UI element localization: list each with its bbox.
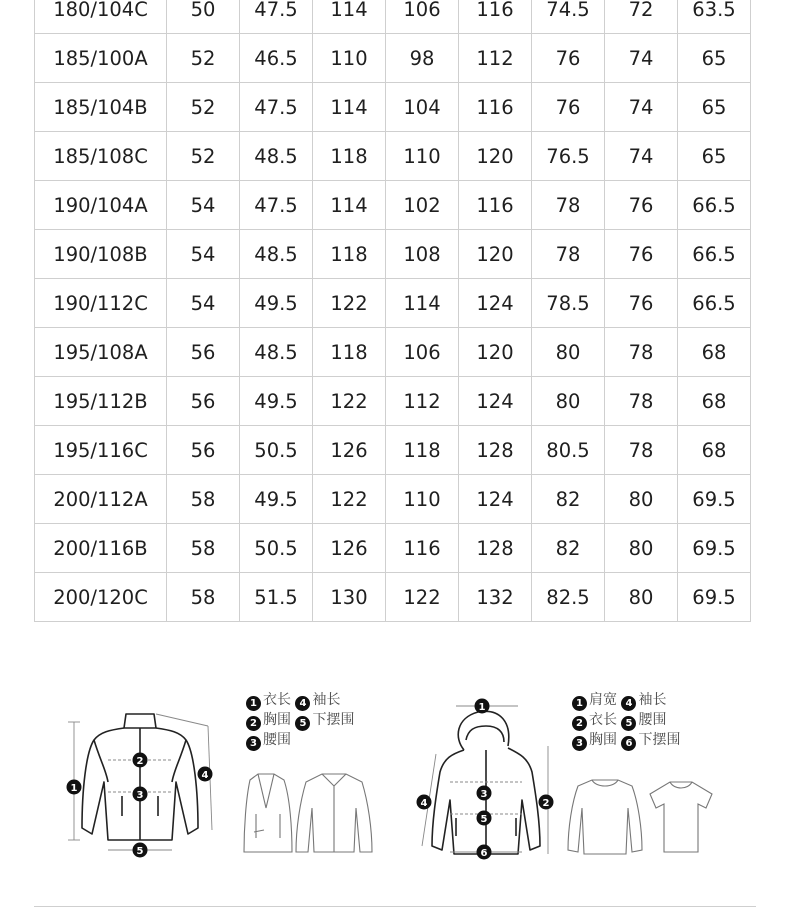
size-label-cell: 180/104C (35, 0, 167, 34)
measurement-cell: 78.5 (532, 279, 605, 328)
measurement-cell: 118 (313, 328, 386, 377)
jacket-marker-5: 5 (136, 846, 144, 857)
shirt-icon (296, 774, 372, 852)
measurement-cell: 74 (605, 132, 678, 181)
measurement-cell: 80 (605, 475, 678, 524)
measurement-cell: 122 (313, 475, 386, 524)
measurement-cell: 66.5 (678, 181, 751, 230)
measurement-cell: 76.5 (532, 132, 605, 181)
measurement-cell: 82 (532, 524, 605, 573)
size-label-cell: 200/112A (35, 475, 167, 524)
measurement-cell: 76 (605, 181, 678, 230)
measurement-cell: 116 (459, 83, 532, 132)
jacket-marker-1: 1 (70, 783, 78, 794)
measurement-cell: 106 (386, 328, 459, 377)
size-table (34, 0, 751, 622)
sweater-tshirt-icons (562, 772, 722, 858)
size-label-cell: 195/112B (35, 377, 167, 426)
measurement-cell: 74 (605, 34, 678, 83)
table-row (35, 475, 751, 524)
measurement-cell: 114 (313, 83, 386, 132)
jacket-marker-4: 4 (201, 770, 209, 781)
guide-num-icon: 1 (572, 696, 587, 711)
measurement-cell: 72 (605, 0, 678, 34)
size-label-cell: 185/108C (35, 132, 167, 181)
guide-label: 胸围 (263, 712, 291, 728)
hoodie-guide (572, 690, 680, 750)
measurement-cell: 114 (313, 0, 386, 34)
measurement-cell: 54 (167, 230, 240, 279)
measurement-cell: 110 (386, 475, 459, 524)
hoodie-marker-2: 2 (542, 798, 550, 809)
jacket-diagram (60, 700, 230, 870)
measurement-cell: 54 (167, 279, 240, 328)
sweater-icon (568, 780, 642, 854)
hoodie-marker-1: 1 (478, 702, 486, 713)
measurement-cell: 56 (167, 426, 240, 475)
bottom-divider (34, 906, 756, 907)
measurement-cell: 116 (459, 181, 532, 230)
size-label-cell: 190/112C (35, 279, 167, 328)
tshirt-icon (650, 782, 712, 852)
measurement-cell: 76 (532, 83, 605, 132)
table-row (35, 377, 751, 426)
measurement-cell: 132 (459, 573, 532, 622)
measurement-cell: 80 (532, 377, 605, 426)
size-label-cell: 200/116B (35, 524, 167, 573)
measurement-cell: 46.5 (240, 34, 313, 83)
measurement-cell: 80 (532, 328, 605, 377)
measurement-cell: 76 (605, 279, 678, 328)
measurement-cell: 52 (167, 34, 240, 83)
size-label-cell: 190/104A (35, 181, 167, 230)
measurement-cell: 118 (386, 426, 459, 475)
guide-num-icon: 2 (246, 716, 261, 731)
measurement-cell: 120 (459, 132, 532, 181)
measurement-cell: 126 (313, 426, 386, 475)
measurement-cell: 82.5 (532, 573, 605, 622)
measurement-cell: 126 (313, 524, 386, 573)
measurement-cell: 78 (605, 426, 678, 475)
guide-label: 下摆围 (312, 712, 355, 728)
measurement-cell: 68 (678, 328, 751, 377)
measurement-cell: 66.5 (678, 230, 751, 279)
table-row (35, 524, 751, 573)
jacket-marker-2: 2 (136, 756, 144, 767)
measurement-cell: 78 (532, 181, 605, 230)
measurement-cell: 49.5 (240, 279, 313, 328)
size-label-cell: 185/104B (35, 83, 167, 132)
measurement-cell: 110 (313, 34, 386, 83)
size-label-cell: 195/108A (35, 328, 167, 377)
guide-label: 肩宽 (589, 692, 617, 708)
hoodie-marker-3: 3 (480, 789, 488, 800)
blazer-icon (244, 774, 292, 852)
measurement-cell: 82 (532, 475, 605, 524)
guide-num-icon: 4 (621, 696, 636, 711)
hoodie-marker-6: 6 (480, 848, 488, 859)
measurement-cell: 52 (167, 132, 240, 181)
measurement-cell: 47.5 (240, 83, 313, 132)
measurement-cell: 98 (386, 34, 459, 83)
measurement-cell: 69.5 (678, 475, 751, 524)
measurement-cell: 114 (386, 279, 459, 328)
measurement-cell: 116 (386, 524, 459, 573)
measurement-cell: 106 (386, 0, 459, 34)
measurement-cell: 124 (459, 377, 532, 426)
measurement-cell: 122 (313, 377, 386, 426)
measurement-cell: 128 (459, 524, 532, 573)
measurement-cell: 65 (678, 83, 751, 132)
measurement-cell: 122 (313, 279, 386, 328)
size-label-cell: 195/116C (35, 426, 167, 475)
guide-num-icon: 4 (295, 696, 310, 711)
table-row (35, 426, 751, 475)
measurement-cell: 80.5 (532, 426, 605, 475)
measurement-cell: 78 (605, 328, 678, 377)
measurement-cell: 65 (678, 132, 751, 181)
measurement-cell: 120 (459, 328, 532, 377)
hoodie-marker-5: 5 (480, 814, 488, 825)
measurement-cell: 110 (386, 132, 459, 181)
guide-num-icon: 6 (621, 736, 636, 751)
measurement-cell: 112 (386, 377, 459, 426)
measurement-cell: 49.5 (240, 377, 313, 426)
measurement-cell: 112 (459, 34, 532, 83)
table-row (35, 230, 751, 279)
guide-label: 衣长 (589, 712, 617, 728)
table-row (35, 181, 751, 230)
measurement-cell: 78 (605, 377, 678, 426)
measurement-cell: 68 (678, 426, 751, 475)
size-label-cell: 190/108B (35, 230, 167, 279)
measurement-cell: 80 (605, 524, 678, 573)
guide-num-icon: 1 (246, 696, 261, 711)
guide-label: 腰围 (638, 712, 667, 728)
measurement-cell: 56 (167, 328, 240, 377)
table-row (35, 83, 751, 132)
measurement-cell: 48.5 (240, 328, 313, 377)
measurement-cell: 118 (313, 132, 386, 181)
measurement-cell: 49.5 (240, 475, 313, 524)
measurement-cell: 114 (313, 181, 386, 230)
measurement-cell: 122 (386, 573, 459, 622)
measurement-cell: 74 (605, 83, 678, 132)
measurement-cell: 50.5 (240, 426, 313, 475)
measurement-cell: 47.5 (240, 0, 313, 34)
measurement-cell: 51.5 (240, 573, 313, 622)
table-row (35, 34, 751, 83)
measurement-cell: 116 (459, 0, 532, 34)
measurement-cell: 128 (459, 426, 532, 475)
measurement-cell: 108 (386, 230, 459, 279)
jacket-guide (246, 690, 354, 750)
measurement-cell: 76 (605, 230, 678, 279)
guide-label: 腰围 (263, 732, 291, 748)
guide-label: 衣长 (263, 692, 291, 708)
measurement-cell: 74.5 (532, 0, 605, 34)
hoodie-marker-4: 4 (420, 798, 428, 809)
jacket-marker-3: 3 (136, 790, 144, 801)
measurement-cell: 66.5 (678, 279, 751, 328)
guide-num-icon: 3 (572, 736, 587, 751)
table-row (35, 132, 751, 181)
blazer-shirt-icons (234, 768, 384, 858)
table-row (35, 0, 751, 34)
measurement-cell: 118 (313, 230, 386, 279)
measurement-cell: 69.5 (678, 524, 751, 573)
measurement-cell: 76 (532, 34, 605, 83)
guide-label: 胸围 (589, 732, 617, 748)
measurement-cell: 48.5 (240, 132, 313, 181)
measurement-cell: 120 (459, 230, 532, 279)
guide-label: 袖长 (312, 692, 341, 708)
measurement-cell: 56 (167, 377, 240, 426)
size-label-cell: 200/120C (35, 573, 167, 622)
guide-label: 袖长 (638, 692, 667, 708)
table-row (35, 279, 751, 328)
measurement-cell: 78 (532, 230, 605, 279)
measurement-cell: 58 (167, 524, 240, 573)
table-row (35, 328, 751, 377)
measurement-cell: 104 (386, 83, 459, 132)
measurement-cell: 58 (167, 475, 240, 524)
guide-num-icon: 3 (246, 736, 261, 751)
guide-label: 下摆围 (638, 732, 681, 748)
measurement-cell: 50 (167, 0, 240, 34)
guide-num-icon: 5 (621, 716, 636, 731)
table-row (35, 573, 751, 622)
guide-num-icon: 2 (572, 716, 587, 731)
measurement-cell: 69.5 (678, 573, 751, 622)
measurement-cell: 63.5 (678, 0, 751, 34)
measurement-cell: 102 (386, 181, 459, 230)
size-label-cell: 185/100A (35, 34, 167, 83)
measurement-cell: 48.5 (240, 230, 313, 279)
measurement-cell: 65 (678, 34, 751, 83)
measurement-cell: 80 (605, 573, 678, 622)
measurement-cell: 54 (167, 181, 240, 230)
measurement-cell: 50.5 (240, 524, 313, 573)
guide-num-icon: 5 (295, 716, 310, 731)
hoodie-diagram (408, 696, 568, 868)
measurement-cell: 68 (678, 377, 751, 426)
measurement-cell: 130 (313, 573, 386, 622)
measurement-cell: 52 (167, 83, 240, 132)
measurement-cell: 58 (167, 573, 240, 622)
measurement-cell: 47.5 (240, 181, 313, 230)
measurement-cell: 124 (459, 279, 532, 328)
measurement-cell: 124 (459, 475, 532, 524)
